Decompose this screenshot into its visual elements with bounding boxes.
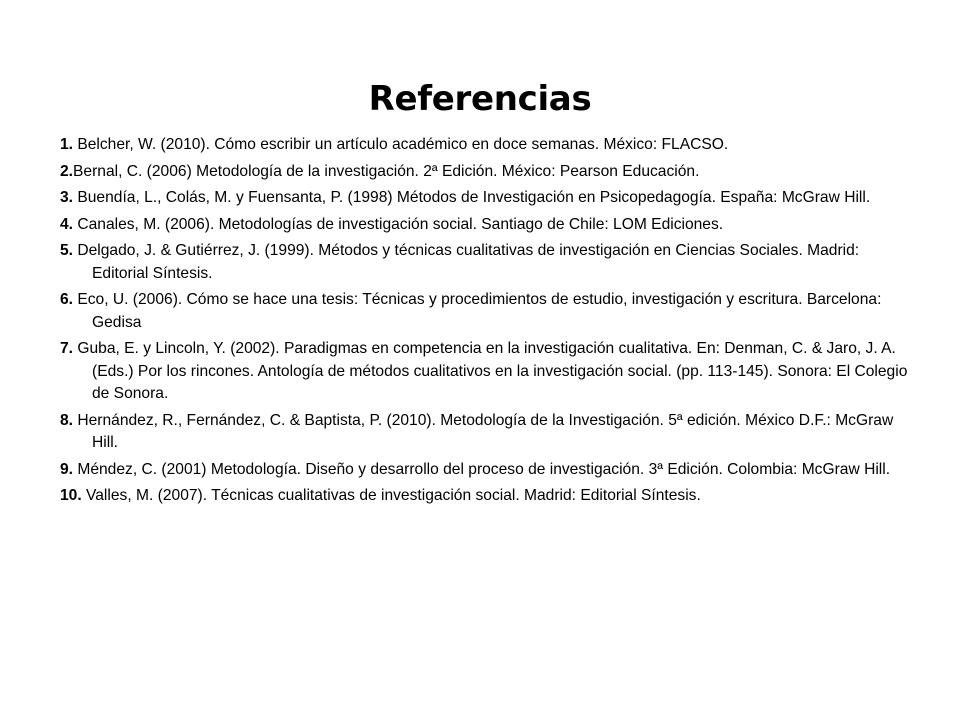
reference-item-7 [60, 338, 912, 406]
reference-item-6 [60, 289, 912, 334]
reference-item-4 [60, 214, 912, 237]
reference-text: Delgado, J. & Gutiérrez, J. (1999). Métodos y técnicas cualitativas de investigación en Ciencias Sociales. Madrid: Editorial Síntesis. [73, 242, 860, 282]
reference-text: Valles, M. (2007). Técnicas cualitativas de investigación social. Madrid: Editorial Síntesis. [81, 487, 701, 504]
reference-text: Bernal, C. (2006) Metodología de la investigación. 2ª Edición. México: Pearson Educación. [73, 162, 700, 180]
reference-number: 7. [60, 340, 74, 357]
reference-text: Méndez, C. (2001) Metodología. Diseño y desarrollo del proceso de investigación. 3ª Edición. Colombia: McGraw Hill. [73, 460, 891, 478]
reference-number: 8. [60, 411, 74, 429]
reference-text: Eco, U. (2006). Cómo se hace una tesis: Técnicas y procedimientos de estudio, investigación y escritura. Barcelona: Gedisa [73, 291, 882, 331]
reference-text: Guba, E. y Lincoln, Y. (2002). Paradigmas en competencia en la investigación cualitativa. En: Denman, C. & Jaro, J. A. (Eds.) Por los rincones. Antología de métodos cualitativos en la investigación social. (pp. 113-145). Sonora: El Colegio de Sonora. [73, 340, 908, 402]
reference-text: Belcher, W. (2010). Cómo escribir un artículo académico en doce semanas. México: FLACSO. [73, 136, 729, 153]
reference-number: 5. [60, 242, 74, 259]
reference-text: Canales, M. (2006). Metodologías de investigación social. Santiago de Chile: LOM Ediciones. [73, 215, 724, 233]
reference-item-2 [60, 161, 912, 184]
reference-item-9 [60, 459, 912, 482]
reference-number: 9. [60, 460, 74, 478]
reference-text: Hernández, R., Fernández, C. & Baptista, P. (2010). Metodología de la Investigación. 5ª edición. México D.F.: McGraw Hill. [73, 411, 894, 451]
reference-item-5 [60, 240, 912, 285]
reference-item-1 [60, 134, 912, 157]
page-title: Referencias [368, 78, 592, 119]
reference-number: 6. [60, 291, 74, 308]
reference-list [60, 134, 912, 512]
reference-number: 1. [60, 136, 74, 153]
reference-item-8 [60, 410, 912, 455]
reference-number: 10. [60, 487, 82, 504]
reference-number: 3. [60, 189, 74, 206]
reference-number: 4. [60, 215, 74, 233]
reference-text: Buendía, L., Colás, M. y Fuensanta, P. (1998) Métodos de Investigación en Psicopedagogía. España: McGraw Hill. [73, 189, 871, 206]
reference-item-3 [60, 187, 912, 210]
reference-number: 2. [60, 162, 74, 180]
reference-item-10 [60, 485, 912, 508]
